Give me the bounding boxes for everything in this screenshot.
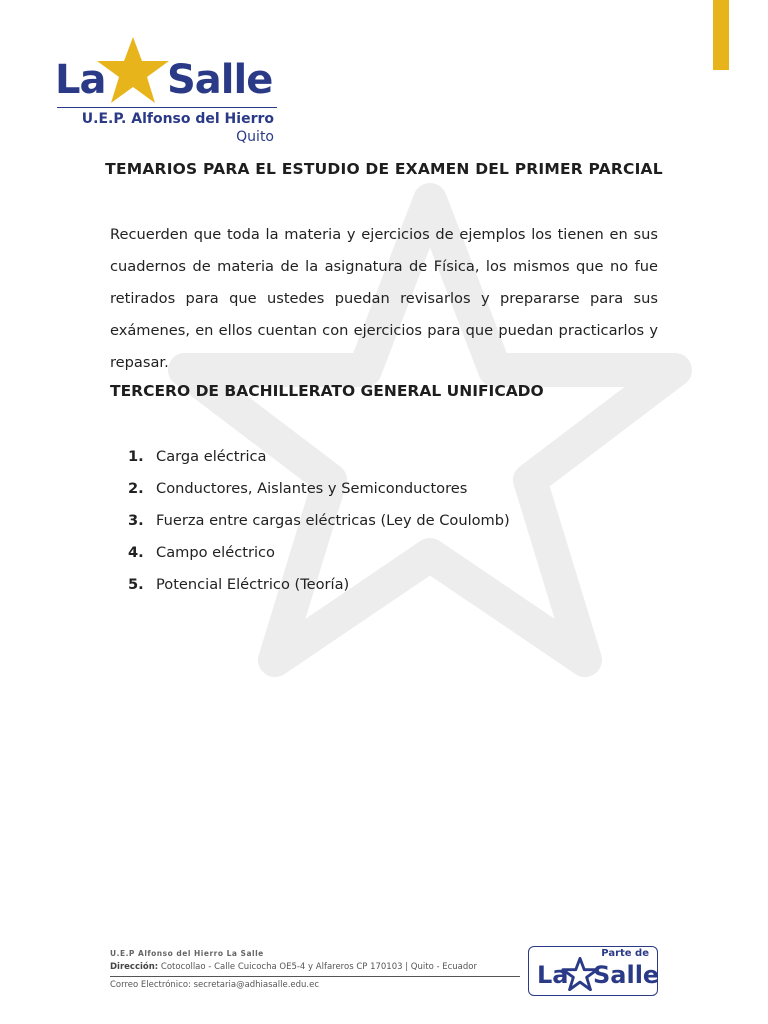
footer-logo-salle-text: Salle — [593, 961, 660, 989]
list-item-text: Campo eléctrico — [156, 543, 275, 561]
logo-la-text: La — [55, 57, 106, 103]
list-item-text: Conductores, Aislantes y Semiconductores — [156, 479, 468, 497]
logo-salle-text: Salle — [167, 57, 273, 103]
list-item — [128, 568, 510, 600]
list-item-text: Fuerza entre cargas eléctricas (Ley de Coulomb) — [156, 511, 510, 529]
intro-paragraph: Recuerden que toda la materia y ejercicios de ejemplos los tienen en sus cuadernos de materia de la asignatura de Física, los mismos que no fue retirados para que ustedes puedan revisarlos y prepararse para sus exámenes, en ellos cuentan con ejercicios para que puedan practicarlos y repasar. — [110, 226, 658, 371]
footer-divider — [110, 976, 520, 977]
list-item-number: 2. — [128, 479, 144, 497]
list-item-text: Carga eléctrica — [156, 447, 267, 465]
footer-email-label: Correo Electrónico: — [110, 980, 191, 990]
footer-address-label: Dirección: — [110, 962, 159, 972]
footer-address — [110, 962, 477, 972]
logo-school-name: U.E.P. Alfonso del Hierro — [81, 111, 274, 127]
school-logo — [55, 35, 285, 150]
list-item — [128, 504, 510, 536]
corner-accent-bar — [713, 0, 729, 70]
star-icon — [93, 35, 173, 105]
footer-logo — [528, 946, 658, 996]
footer-logo-la-text: La — [537, 961, 569, 989]
list-item — [128, 440, 510, 472]
section-title: TERCERO DE BACHILLERATO GENERAL UNIFICADO — [110, 382, 544, 400]
logo-divider — [57, 107, 277, 108]
footer-email — [110, 980, 319, 990]
list-item — [128, 536, 510, 568]
list-item-text: Potencial Eléctrico (Teoría) — [156, 575, 350, 593]
list-item-number: 5. — [128, 575, 144, 593]
list-item-number: 1. — [128, 447, 144, 465]
list-item-number: 3. — [128, 511, 144, 529]
footer-email-value: secretaria@adhiasalle.edu.ec — [190, 980, 320, 990]
footer-school-name: U.E.P Alfonso del Hierro La Salle — [110, 949, 264, 958]
list-item-number: 4. — [128, 543, 144, 561]
document-title: TEMARIOS PARA EL ESTUDIO DE EXAMEN DEL PRIMER PARCIAL — [105, 160, 663, 178]
list-item — [128, 472, 510, 504]
footer-logo-caption: Parte de — [601, 948, 649, 959]
logo-city: Quito — [236, 129, 274, 145]
footer-address-value: Cotocollao - Calle Cuicocha OE5-4 y Alfareros CP 170103 | Quito - Ecuador — [158, 962, 477, 972]
topic-list — [128, 440, 510, 600]
